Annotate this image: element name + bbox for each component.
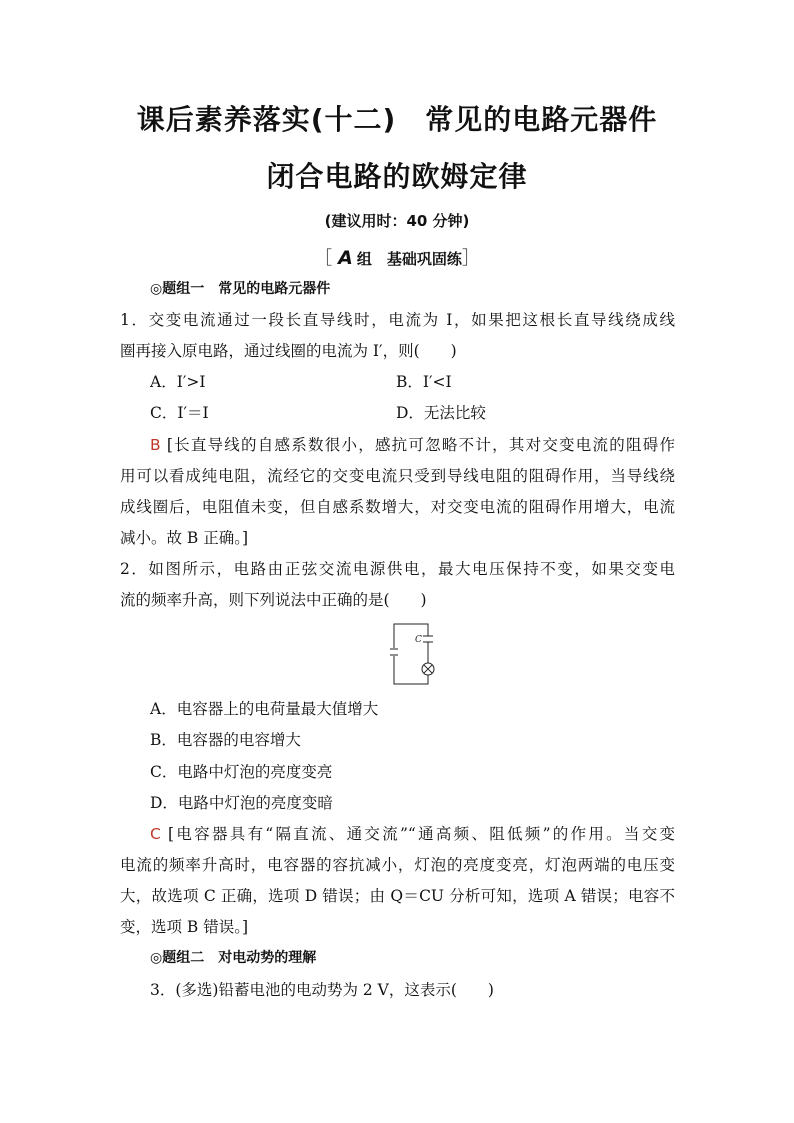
q1-stem-line1: 1．交变电流通过一段长直导线时，电流为 I，如果把这根长直导线绕成线: [120, 311, 675, 329]
q2-exp-text1: [电容器具有“隔直流、通交流”“通高频、阻低频”的作用。当交变: [168, 825, 675, 843]
wire-top: [394, 624, 428, 648]
page-title: 课后素养落实(十二) 常见的电路元器件: [136, 103, 658, 136]
q1-answer: B: [150, 436, 161, 454]
q1-option-b: B．I′<I: [396, 373, 452, 391]
q2-option-b: B．电容器的电容增大: [150, 731, 301, 749]
q2-explanation-line2: 电流的频率升高时，电容器的容抗减小，灯泡的亮度变亮，灯泡两端的电压变: [120, 856, 675, 874]
q2-option-c: C．电路中灯泡的亮度变亮: [150, 763, 333, 781]
q2-explanation-line4: 变，选项 B 错误。]: [120, 918, 249, 936]
bracket-close: ］: [461, 248, 480, 269]
q1-option-d: D．无法比较: [396, 404, 486, 422]
q1-option-a: A．I′>I: [150, 373, 206, 391]
group-label: 组 基础巩固练: [356, 250, 462, 268]
q1-stem-line2: 圈再接入原电路，通过线圈的电流为 I′，则( ): [120, 342, 457, 360]
q2-stem-line2: 流的频率升高，则下列说法中正确的是( ): [120, 591, 427, 609]
q2-explanation-line1: [150, 824, 675, 844]
section-heading-2: ◎题组二 对电动势的理解: [150, 950, 317, 966]
q1-explanation-line2: 用可以看成纯电阻，流经它的交变电流只受到导线电阻的阻碍作用，当导线绕: [120, 467, 675, 485]
bracket-open: ［: [314, 248, 333, 269]
q1-explanation-line1: [150, 435, 675, 455]
capacitor-label: C: [415, 635, 422, 645]
section-heading-1: ◎题组一 常见的电路元器件: [150, 281, 331, 297]
q1-option-c: C．I′＝I: [150, 404, 209, 422]
q2-explanation-line3: 大，故选项 C 正确，选项 D 错误；由 Q＝CU 分析可知，选项 A 错误；电容不: [120, 887, 675, 905]
q2-stem-line1: 2．如图所示，电路由正弦交流电源供电，最大电压保持不变，如果交变电: [120, 560, 675, 578]
group-letter: A: [338, 247, 353, 269]
q1-explanation-line3: 成线圈后，电阻值未变，但自感系数增大，对交变电流的阻碍作用增大，电流: [120, 498, 675, 516]
q2-option-a: A．电容器上的电荷量最大值增大: [150, 700, 379, 718]
q2-option-d: D．电路中灯泡的亮度变暗: [150, 794, 333, 812]
q1-exp-text1: [长直导线的自感系数很小，感抗可忽略不计，其对交变电流的阻碍作: [166, 436, 675, 454]
page-subtitle: 闭合电路的欧姆定律: [266, 160, 528, 193]
q3-stem-line1: 3．(多选)铅蓄电池的电动势为 2 V，这表示( ): [150, 981, 494, 999]
suggested-time: (建议用时：40 分钟): [324, 212, 470, 230]
circuit-diagram: [388, 622, 438, 686]
q1-explanation-line4: 减小。故 B 正确。]: [120, 529, 249, 547]
q2-answer: C: [150, 825, 161, 843]
group-a-heading: [0, 244, 794, 270]
